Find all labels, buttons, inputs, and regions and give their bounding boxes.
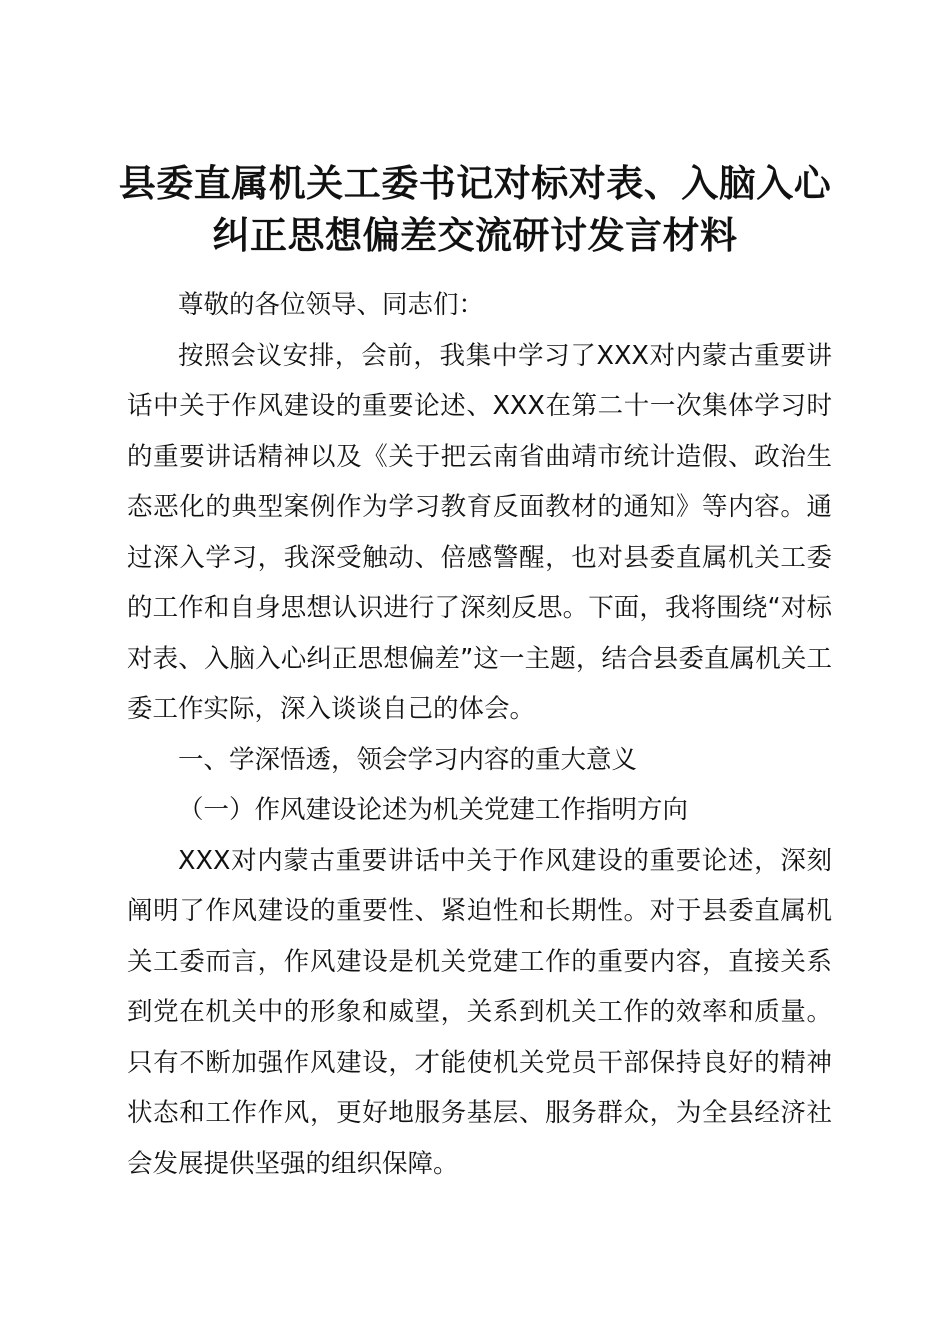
salutation: 尊敬的各位领导、同志们：: [178, 290, 485, 320]
document-title: 县委直属机关工委书记对标对表、入脑入心纠正思想偏差交流研讨发言材料: [118, 162, 832, 257]
subsection-heading-1: （一）作风建设论述为机关党建工作指明方向: [178, 795, 689, 825]
section-heading-1: 一、学深悟透，领会学习内容的重大意义: [178, 744, 638, 775]
intro-paragraph: 按照会议安排，会前，我集中学习了XXX对内蒙古重要讲话中关于作风建设的重要论述、XXX在第二十一次集体学习时的重要讲话精神以及《关于把云南省曲靖市统计造假、政治生态恶化的典型案例作为学习教育反面教材的通知》等内容。通过深入学习，我深受触动、倍感警醒，也对县委直属机关工委的工作和自身思想认识进行了深刻反思。下面，我将围绕“对标对表、入脑入心纠正思想偏差”这一主题，结合县委直属机关工委工作实际，深入谈谈自己的体会。: [127, 340, 832, 724]
body-paragraph-1: XXX对内蒙古重要讲话中关于作风建设的重要论述，深刻阐明了作风建设的重要性、紧迫性和长期性。对于县委直属机关工委而言，作风建设是机关党建工作的重要内容，直接关系到党在机关中的形象和威望，关系到机关工作的效率和质量。只有不断加强作风建设，才能使机关党员干部保持良好的精神状态和工作作风，更好地服务基层、服务群众，为全县经济社会发展提供坚强的组织保障。: [127, 845, 832, 1179]
document-body: [127, 280, 832, 1189]
